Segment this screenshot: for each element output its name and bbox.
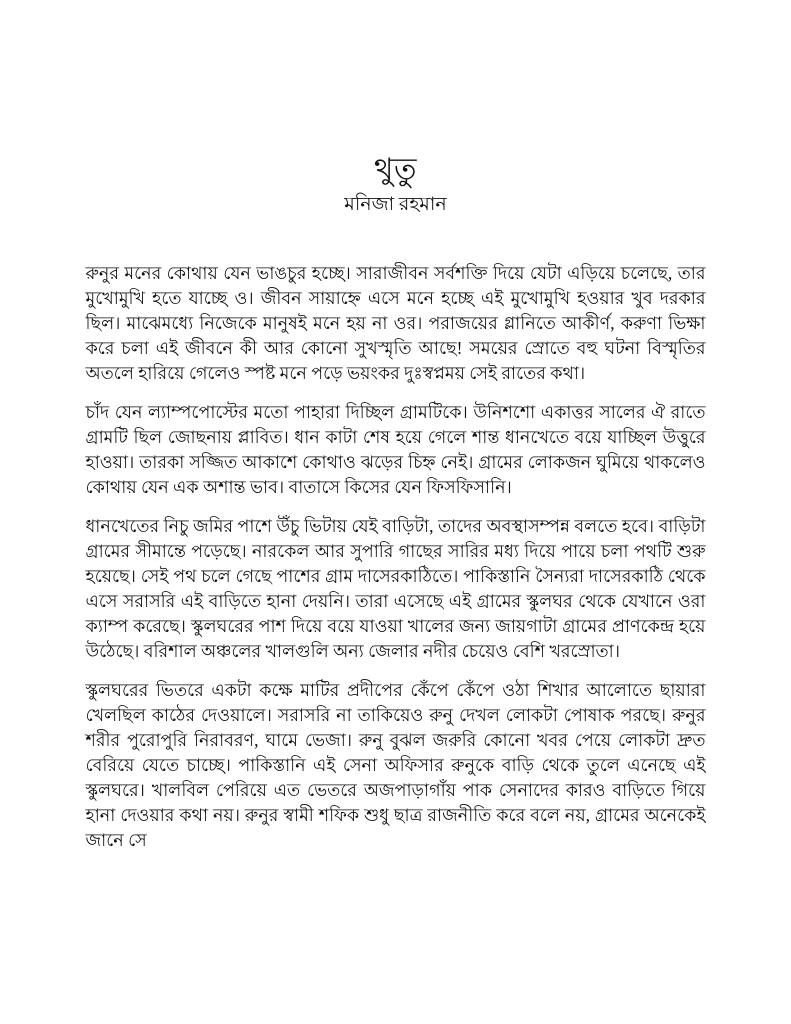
story-title: থুতু (374, 153, 417, 186)
story-paragraph: রুনুর মনের কোথায় যেন ভাঙচুর হচ্ছে। সারাজীবন সর্বশক্তি দিয়ে যেটা এড়িয়ে চলেছে, তার মুখোমুখি হতে যাচ্ছে ও। জীবন সায়াহ্নে এসে মনে হচ্ছে এই মুখোমুখি হওয়ার খুব দরকার ছিল। মাঝেমধ্যে নিজেকে মানুষই মনে হয় না ওর। পরাজয়ের গ্লানিতে আকীর্ণ, করুণা ভিক্ষা করে চলা এই জীবনে কী আর কোনো সুখস্মৃতি আছে! সময়ের স্রোতে বহু ঘটনা বিস্মৃতির অতলে হারিয়ে গেলেও স্পষ্ট মনে পড়ে ভয়ংকর দুঃস্বপ্নময় সেই রাতের কথা। (85, 262, 706, 383)
story-paragraph: স্কুলঘরের ভিতরে একটা কক্ষে মাটির প্রদীপের কেঁপে কেঁপে ওঠা শিখার আলোতে ছায়ারা খেলছিল কাঠের দেওয়ালে। সরাসরি না তাকিয়েও রুনু দেখল লোকটা পোষাক পরছে। রুনুর শরীর পুরোপুরি নিরাবরণ, ঘামে ভেজা। রুনু বুঝল জরুরি কোনো খবর পেয়ে লোকটা দ্রুত বেরিয়ে যেতে চাচ্ছে। পাকিস্তানি এই সেনা অফিসার রুনুকে বাড়ি থেকে তুলে এনেছে এই স্কুলঘরে। খালবিল পেরিয়ে এত ভেতরে অজপাড়াগাঁয় পাক সেনাদের কারও বাড়িতে গিয়ে হানা দেওয়ার কথা নয়। রুনুর স্বামী শফিক শুধু ছাত্র রাজনীতি করে বলে নয়, গ্রামের অনেকেই জানে সে (85, 679, 706, 850)
story-paragraph: চাঁদ যেন ল্যাম্পপোস্টের মতো পাহারা দিচ্ছিল গ্রামটিকে। উনিশশো একাত্তর সালের ঐ রাতে গ্রামটি ছিল জোছনায় প্লাবিত। ধান কাটা শেষ হয়ে গেলে শান্ত ধানখেতে বয়ে যাচ্ছিল উত্তুরে হাওয়া। তারকা সজ্জিত আকাশে কোথাও ঝড়ের চিহ্ন নেই। গ্রামের লোকজন ঘুমিয়ে থাকলেও কোথায় যেন এক অশান্ত ভাব। বাতাসে কিসের যেন ফিসফিসানি। (85, 401, 706, 497)
story-paragraph: ধানখেতের নিচু জমির পাশে উঁচু ভিটায় যেই বাড়িটা, তাদের অবস্থাসম্পন্ন বলতে হবে। বাড়িটা গ্রামের সীমান্তে পড়েছে। নারকেল আর সুপারি গাছের সারির মধ্য দিয়ে পায়ে চলা পথটি শুরু হয়েছে। সেই পথ চলে গেছে পাশের গ্রাম দাসেরকাঠিতে। পাকিস্তানি সৈন্যরা দাসেরকাঠি থেকে এসে সরাসরি এই বাড়িতে হানা দেয়নি। তারা এসেছে এই গ্রামের স্কুলঘর থেকে যেখানে ওরা ক্যাম্প করেছে। স্কুলঘরের পাশ দিয়ে বয়ে যাওয়া খালের জন্য জায়গাটা গ্রামের প্রাণকেন্দ্র হয়ে উঠেছে। বরিশাল অঞ্চলের খালগুলি অন্য জেলার নদীর চেয়েও বেশি খরস্রোতা। (85, 515, 706, 661)
story-body (86, 261, 706, 853)
author-name: মনিজা রহমান (344, 194, 447, 215)
